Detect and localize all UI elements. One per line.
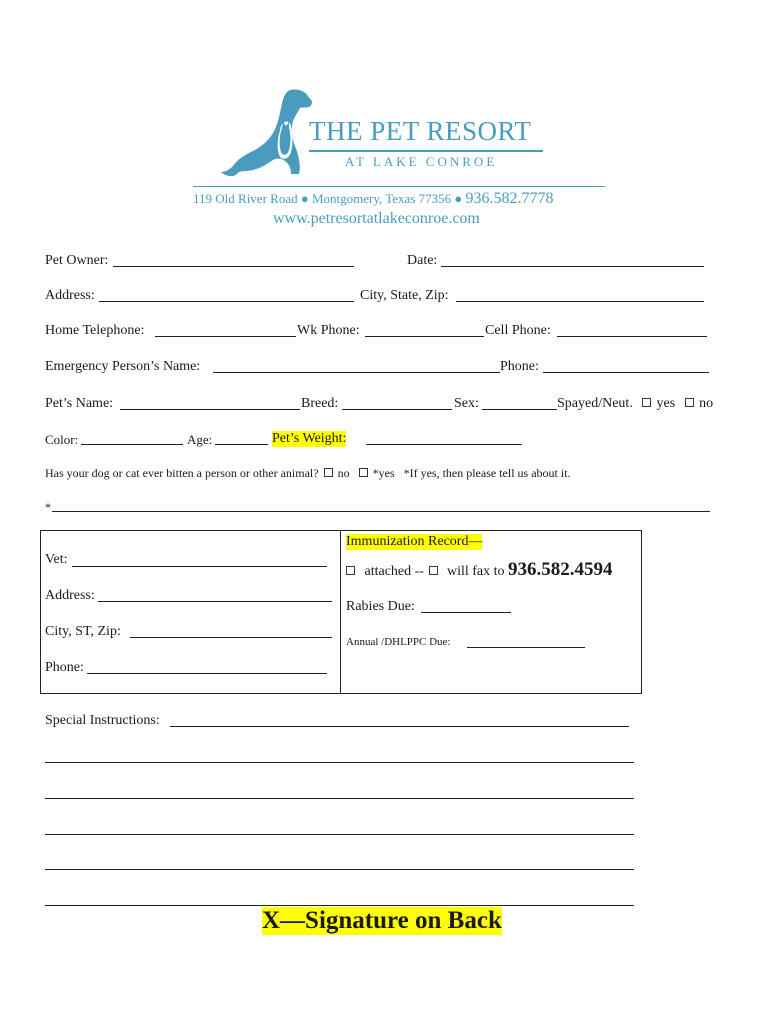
date-field[interactable]	[441, 266, 704, 267]
special-instructions-line[interactable]	[45, 762, 634, 763]
special-instructions-line[interactable]	[45, 834, 634, 835]
age-label: Age:	[187, 432, 213, 447]
breed-label: Breed:	[301, 396, 339, 411]
cell-phone-label: Cell Phone:	[485, 323, 551, 338]
header-rule	[193, 186, 605, 187]
address-label: Address:	[45, 288, 95, 303]
emergency-name-label: Emergency Person’s Name:	[45, 359, 201, 374]
vet-address-field[interactable]	[98, 601, 332, 602]
special-instructions-line[interactable]	[45, 905, 634, 906]
wk-phone-label: Wk Phone:	[297, 323, 360, 338]
special-instructions-line[interactable]	[45, 869, 634, 870]
rabies-due-label: Rabies Due:	[346, 599, 415, 614]
age-field[interactable]	[215, 444, 268, 445]
spayed-yes-checkbox[interactable]	[642, 398, 651, 407]
fax-label: will fax to	[446, 564, 505, 579]
bitten-question-text: Has your dog or cat ever bitten a person or other animal?	[45, 466, 319, 480]
immunization-label: Immunization Record—	[346, 534, 483, 549]
bitten-question	[45, 466, 571, 481]
sex-label: Sex:	[454, 396, 479, 411]
special-instructions-line[interactable]	[45, 798, 634, 799]
bite-details-asterisk: *	[45, 500, 51, 514]
annual-dhlppc-field[interactable]	[467, 647, 585, 648]
vet-field[interactable]	[72, 566, 327, 567]
vet-phone-field[interactable]	[87, 673, 327, 674]
bullet: ●	[454, 191, 463, 206]
emergency-phone-label: Phone:	[500, 359, 539, 374]
box-divider	[340, 530, 341, 694]
logo-subtitle: AT LAKE CONROE	[345, 154, 498, 169]
pets-weight-label: Pet’s Weight:	[272, 431, 347, 446]
emergency-phone-field[interactable]	[543, 372, 709, 373]
city-state-zip-field[interactable]	[456, 301, 704, 302]
wk-phone-field[interactable]	[365, 336, 484, 337]
pets-name-field[interactable]	[120, 409, 300, 410]
breed-field[interactable]	[342, 409, 452, 410]
pet-owner-label: Pet Owner:	[45, 253, 109, 268]
attached-checkbox[interactable]	[346, 566, 355, 575]
spayed-label: Spayed/Neut.	[557, 396, 633, 411]
bullet: ●	[300, 191, 309, 206]
special-instructions-label: Special Instructions:	[45, 713, 160, 728]
vet-city-field[interactable]	[130, 637, 332, 638]
pets-name-label: Pet’s Name:	[45, 396, 114, 411]
home-telephone-label: Home Telephone:	[45, 323, 145, 338]
bitten-yes-label: *yes	[372, 466, 395, 480]
annual-dhlppc-label: Annual /DHLPPC Due:	[346, 636, 451, 648]
logo	[215, 86, 555, 186]
sex-field[interactable]	[482, 409, 557, 410]
spayed-no-label: no	[699, 396, 714, 411]
header-address-line	[193, 190, 554, 208]
spayed-yes-label: yes	[656, 396, 676, 411]
logo-title: THE PET RESORT	[309, 116, 532, 146]
fax-number: 936.582.4594	[508, 559, 613, 580]
street-address: 119 Old River Road	[193, 191, 298, 206]
pet-owner-field[interactable]	[113, 266, 354, 267]
fax-checkbox[interactable]	[429, 566, 438, 575]
vet-phone-label: Phone:	[45, 660, 84, 675]
bite-details-field[interactable]	[52, 511, 710, 512]
bitten-note: *If yes, then please tell us about it.	[403, 466, 571, 480]
attached-label: attached --	[364, 564, 424, 579]
color-field[interactable]	[81, 444, 183, 445]
logo-divider	[309, 150, 543, 152]
spayed-no-checkbox[interactable]	[685, 398, 694, 407]
bitten-no-checkbox[interactable]	[324, 468, 333, 477]
rabies-due-field[interactable]	[421, 612, 511, 613]
signature-notice: X—Signature on Back	[262, 907, 502, 934]
city-address: Montgomery, Texas 77356	[311, 191, 452, 206]
date-label: Date:	[407, 253, 438, 268]
bitten-no-label: no	[337, 466, 350, 480]
immunization-options	[346, 559, 613, 581]
bitten-yes-checkbox[interactable]	[359, 468, 368, 477]
home-telephone-field[interactable]	[155, 336, 296, 337]
emergency-name-field[interactable]	[213, 372, 500, 373]
cell-phone-field[interactable]	[557, 336, 707, 337]
vet-label: Vet:	[45, 552, 68, 567]
header-phone: 936.582.7778	[465, 190, 554, 207]
address-field[interactable]	[99, 301, 354, 302]
city-state-zip-label: City, State, Zip:	[360, 288, 449, 303]
website-link[interactable]: www.petresortatlakeconroe.com	[273, 210, 480, 227]
special-instructions-field[interactable]	[170, 726, 629, 727]
pets-weight-field[interactable]	[366, 444, 522, 445]
vet-immunization-box	[40, 530, 642, 694]
spayed-options	[640, 396, 713, 412]
vet-address-label: Address:	[45, 588, 95, 603]
color-label: Color:	[45, 432, 79, 447]
dog-cat-silhouette-icon	[215, 86, 315, 182]
vet-city-label: City, ST, Zip:	[45, 624, 121, 639]
